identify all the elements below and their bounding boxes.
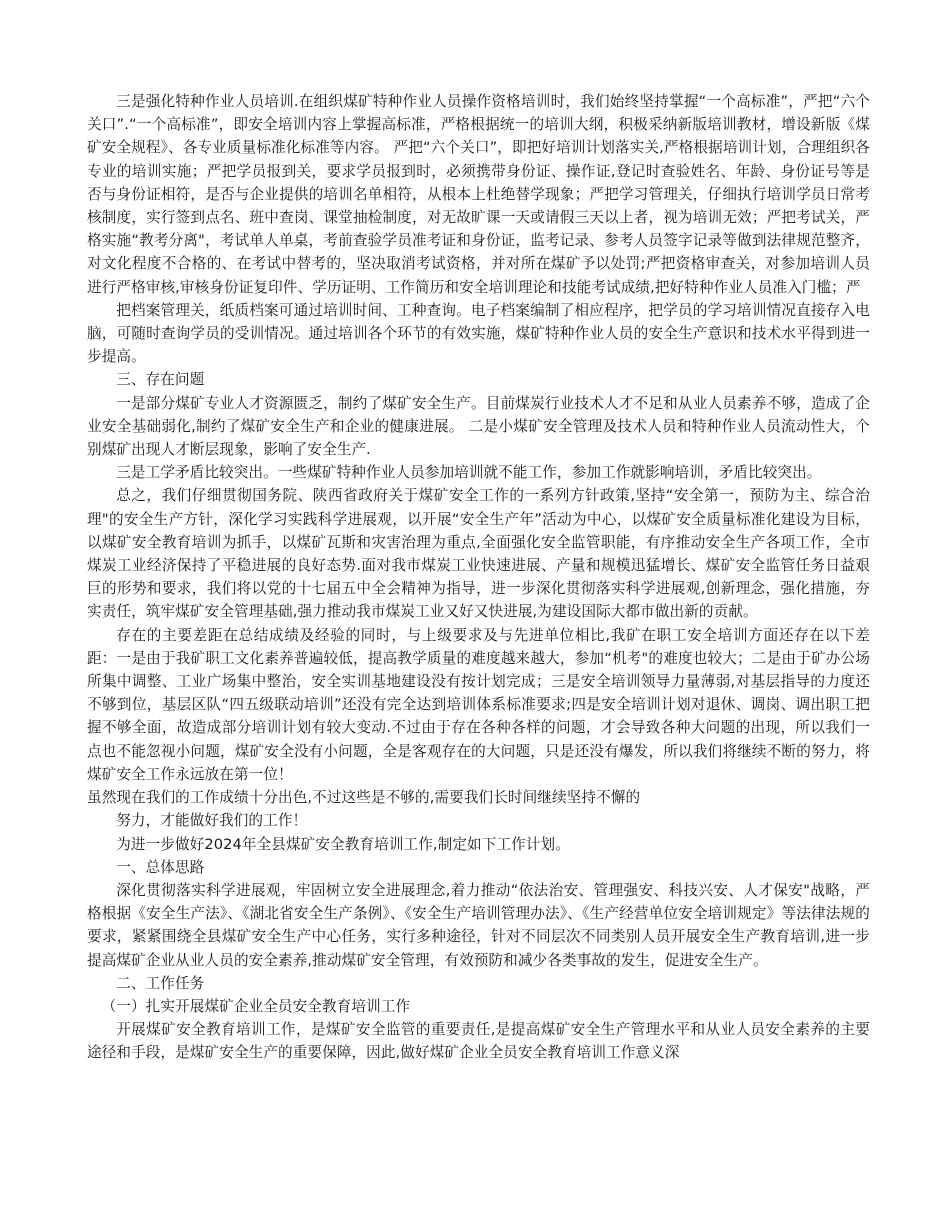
paragraph-main-gaps: 存在的主要差距在总结成绩及经验的同时，与上级要求及与先进单位相比,我矿在职工安全培训方面还存在以下差距：一是由于我矿职工文化素养普遍较低，提高教学质量的难度越来越大，参加“机考"的难度也较大；二是由于矿办公场所集中调整、工业广场集中整治，安全实训基地建设没有按计划完成；三是安全培训领导力量薄弱,对基层指导的力度还不够到位，基层区队“四五级联动培训”还没有完全达到培训体系标准要求;四是安全培训计划对退休、调岗、调出职工把握不够全面，故造成部分培训计划有较大变动.不过由于存在各种各样的问题，才会导致各种大问题的出现，所以我们一点也不能忽视小问题，煤矿安全没有小问题，全是客观存在的大问题，只是还没有爆发，所以我们将继续不断的努力，将煤矿安全工作永远放在第一位！	[87, 626, 870, 783]
paragraph-special-operator-training: 三是强化特种作业人员培训.在组织煤矿特种作业人员操作资格培训时，我们始终坚持掌握“一个高标准”，严把“六个关口”.“一个高标准”，即安全培训内容上掌握高标准，严格根据统一的培训大纲，积极采纳新版培训教材，增设新版《煤矿安全规程》、各专业质量标准化标准等内容。 严把“六个关口”，即把好培训计划落实关,严格根据培训计划，合理组织各专业的培训实施；严把学员报到关，要求学员报到时，必须携带身份证、操作证,登记时查验姓名、年龄、身份证号等是否与身份证相符，是否与企业提供的培训名单相符，从根本上杜绝替学现象；严把学习管理关，仔细执行培训学员日常考核制度，实行签到点名、班中查岗、课堂抽检制度，对无故旷课一天或请假三天以上者，视为培训无效；严把考试关，严格实施“教考分离"，考试单人单桌，考前查验学员准考证和身份证，监考记录、参考人员签字记录等做到法律规范整齐，对文化程度不合格的、在考试中替考的，坚决取消考试资格，并对所在煤矿予以处罚;严把资格审查关，对参加培训人员进行严格审核,审核身份证复印件、学历证明、工作简历和安全培训理论和技能考试成绩,把好特种作业人员准入门槛；严	[87, 93, 871, 296]
paragraph-achievements: 虽然现在我们的工作成绩十分出色,不过这些是不够的,需要我们长时间继续坚持不懈的	[87, 789, 641, 807]
paragraph-effort: 努力，才能做好我们的工作！	[116, 812, 308, 830]
paragraph-work-study-conflict: 三是工学矛盾比较突出。一些煤矿特种作业人员参加培训就不能工作，参加工作就影响培训，矛盾比较突出。	[116, 464, 822, 482]
paragraph-talent-shortage: 一是部分煤矿专业人才资源匮乏，制约了煤矿安全生产。目前煤炭行业技术人才不足和从业人员素养不够，造成了企业安全基础弱化,制约了煤矿安全生产和企业的健康进展。 二是小煤矿安全管理及技术人员和特种作业人员流动性大，个别煤矿出现人才断层现象，影响了安全生产.	[87, 394, 870, 459]
paragraph-archive-management: 把档案管理关，纸质档案可通过培训时间、工种查询。电子档案编制了相应程序，把学员的学习培训情况直接存入电脑，可随时查询学员的受训情况。通过培训各个环节的有效实施，煤矿特种作业人员的安全生产意识和技术水平得到进一步提高。	[87, 301, 870, 366]
subsection-heading-full-staff-training: （一）扎实开展煤矿企业全员安全教育培训工作	[101, 997, 411, 1015]
paragraph-training-importance: 开展煤矿安全教育培训工作，是煤矿安全监管的重要责任,是提高煤矿安全生产管理水平和从业人员安全素养的主要途径和手段，是煤矿安全生产的重要保障，因此,做好煤矿企业全员安全教育培训工作意义深	[87, 1021, 870, 1062]
section-heading-tasks: 二、工作任务	[116, 974, 205, 992]
paragraph-summary: 总之，我们仔细贯彻国务院、陕西省政府关于煤矿安全工作的一系列方针政策,坚持“安全第一，预防为主、综合治理"的安全生产方针，深化学习实践科学进展观，以开展“安全生产年”活动为中心，以煤矿安全质量标准化建设为目标，以煤矿安全教育培训为抓手，以煤矿瓦斯和灾害治理为重点,全面强化安全监管职能，有序推动安全生产各项工作，全市煤炭工业经济保持了平稳进展的良好态势.面对我市煤炭工业快速进展、产量和规模迅猛增长、煤矿安全监管任务日益艰巨的形势和要求，我们将以党的十七届五中全会精神为指导，进一步深化贯彻落实科学进展观,创新理念，强化措施，夯实责任，筑牢煤矿安全管理基础,强力推动我市煤炭工业又好又快进展,为建设国际大都市做出新的贡献。	[87, 487, 870, 621]
section-heading-problems: 三、存在问题	[116, 371, 205, 389]
paragraph-overall-approach: 深化贯彻落实科学进展观，牢固树立安全进展理念,着力推动“依法治安、管理强安、科技兴安、人才保安"战略，严格根据《安全生产法》、《湖北省安全生产条例》、《安全生产培训管理办法》、《生产经营单位安全培训规定》等法律法规的要求，紧紧围绕全县煤矿安全生产中心任务，实行多种途径，针对不同层次不同类别人员开展安全生产教育培训,进一步提高煤矿企业从业人员的安全素养,推动煤矿安全管理，有效预防和减少各类事故的发生，促进安全生产。	[87, 881, 870, 969]
section-heading-overall-approach: 一、总体思路	[116, 858, 205, 876]
paragraph-plan-intro: 为进一步做好2024年全县煤矿安全教育培训工作,制定如下工作计划。	[116, 835, 570, 853]
